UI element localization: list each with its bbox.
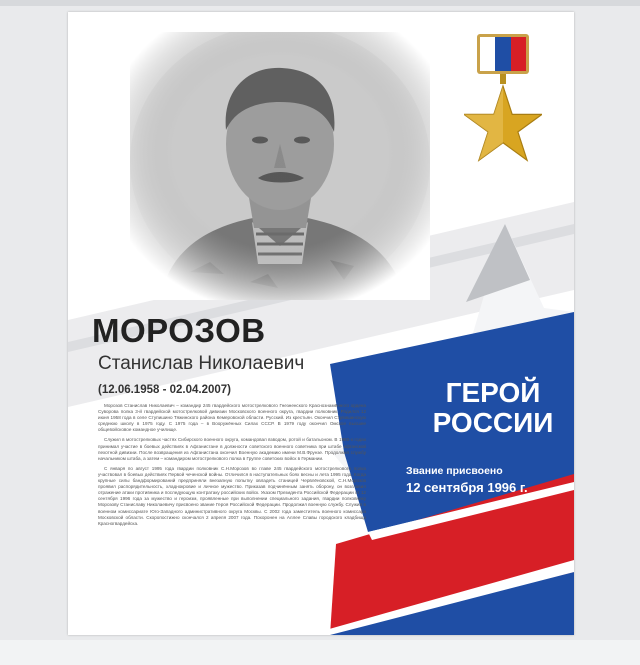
hero-of-russia-title xyxy=(418,378,568,438)
page-bottom-strip xyxy=(0,640,640,665)
title-line-2: РОССИИ xyxy=(432,407,554,438)
biography-paragraph: Морозов Станислав Николаевич – командир 245 гвардейского мотострелкового Гнезненского Краснознамённого ордена Суворова полка 3-й гвардейской мотострелковой дивизии Московского военного округа, гвардии полковник. Родился 12 июня 1958 года в селе Ступишино Тяжинского района Кемеровской области. Русский. Из крестьян. Окончил Ступишинскую среднюю школу в 1975 году. С 1975 года – в Вооружённых Силах СССР. В 1979 году окончил Омское высшее общевойсковое командное училище. xyxy=(98,403,366,433)
gold-star-medal-icon xyxy=(464,30,542,178)
awarded-label: Звание присвоено xyxy=(406,465,503,477)
biography-paragraph: Служил в мотострелковых частях Сибирского военного округа, командовал взводом, ротой и батальоном. В 1980-х годах принимал участие в боевых действиях в Афганистане в должности советского военного советника при штабе афганской пехотной дивизии. После возвращения из Афганистана окончил Военную академию имени М.В.Фрунзе. Продолжил службу начальником штаба, а затем – командиром мотострелкового полка в Группе советских войск в Германии. xyxy=(98,437,366,461)
title-line-1: ГЕРОЙ xyxy=(445,377,541,408)
portrait-photo xyxy=(130,32,430,300)
browser-top-edge xyxy=(0,0,640,6)
hero-name-patronymic: Станислав Николаевич xyxy=(98,353,305,374)
memorial-poster xyxy=(68,12,574,635)
hero-life-dates: (12.06.1958 - 02.04.2007) xyxy=(98,384,231,396)
biography-text xyxy=(98,403,366,531)
awarded-date: 12 сентября 1996 г. xyxy=(406,480,528,495)
hero-surname: МОРОЗОВ xyxy=(92,312,266,349)
biography-paragraph: С января по август 1995 года гвардии полковник С.Н.Морозов во главе 245 гвардейского мотострелкового полка участвовал в боевых действиях Первой чеченской войны. Отличился в наступательных боях весны и лета 1995 года. Когда крупные силы бандформирований предприняли внезапную попытку овладеть станицей Червлёновской, С.Н.Морозов проявил распорядительность, хладнокровие и личное мужество. Приказав подчинённым занять оборону, он возглавил отражение атаки противника и последующую контратаку российских войск. Указом Президента Российской Федерации от 12 сентября 1996 года за мужество и героизм, проявленные при выполнении специального задания, гвардии полковнику Морозову Станиславу Николаевичу присвоено звание Героя Российской Федерации. Продолжил военную службу. Служил в военном комиссариате Юго-Западного административного округа Москвы. С 2002 года заместитель военного комиссара Московской области. Скоропостижно скончался 2 апреля 2007 года. Похоронен на Аллее Славы городского кладбища Красногвардейска. xyxy=(98,465,366,526)
